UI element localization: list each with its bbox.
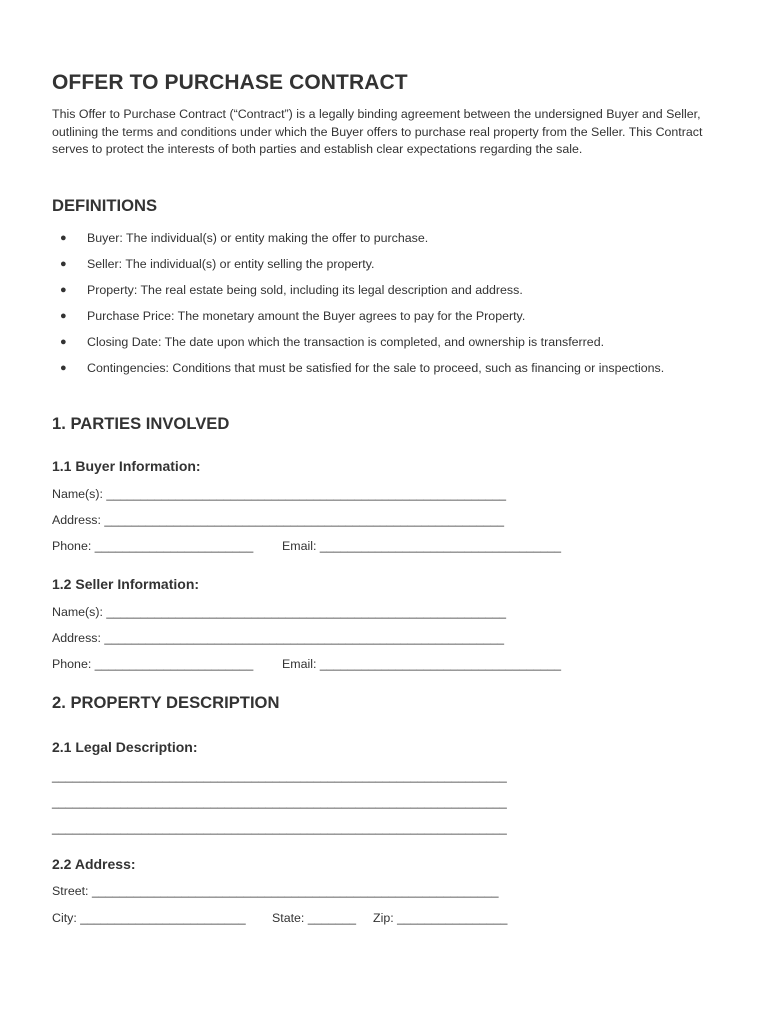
seller-phone-field[interactable]: Phone: _______________________ [52, 657, 254, 671]
definition-text: Seller: The individual(s) or entity selling the property. [87, 257, 375, 271]
document-title: OFFER TO PURCHASE CONTRACT [52, 71, 408, 94]
legal-description-line[interactable]: __________________________________________________________________ [52, 795, 507, 809]
bullet-icon: ● [60, 310, 67, 322]
definitions-heading: DEFINITIONS [52, 196, 158, 215]
bullet-icon: ● [60, 258, 67, 270]
street-field[interactable]: Street: ___________________________________________________________ [52, 884, 499, 898]
buyer-email-field[interactable]: Email: ___________________________________ [282, 539, 562, 553]
definition-text: Property: The real estate being sold, including its legal description and address. [87, 283, 523, 297]
bullet-icon: ● [60, 336, 67, 348]
buyer-names-field[interactable]: Name(s): __________________________________________________________ [52, 487, 507, 501]
legal-description-line[interactable]: __________________________________________________________________ [52, 769, 507, 783]
seller-address-field[interactable]: Address: __________________________________________________________ [52, 631, 505, 645]
legal-description-line[interactable]: __________________________________________________________________ [52, 821, 507, 835]
bullet-icon: ● [60, 232, 67, 244]
intro-paragraph: This Offer to Purchase Contract (“Contract”) is a legally binding agreement between the undersigned Buyer and Seller, outlining the terms and conditions under which the Buyer offers to purchase real property from the Seller. This Contract serves to protect the interests of both parties and establish clear expectations regarding the sale. [52, 107, 703, 157]
definition-text: Purchase Price: The monetary amount the Buyer agrees to pay for the Property. [87, 309, 526, 323]
definition-item [60, 230, 677, 247]
definition-item [60, 308, 677, 325]
address-heading: 2.2 Address: [52, 856, 136, 872]
buyer-phone-field[interactable]: Phone: _______________________ [52, 539, 254, 553]
definition-text: Buyer: The individual(s) or entity making the offer to purchase. [87, 231, 429, 245]
section2-heading: 2. PROPERTY DESCRIPTION [52, 693, 280, 712]
zip-field[interactable]: Zip: ________________ [373, 911, 508, 925]
state-field[interactable]: State: _______ [272, 911, 357, 925]
definition-text: Closing Date: The date upon which the transaction is completed, and ownership is transferred. [87, 335, 605, 349]
bullet-icon: ● [60, 362, 67, 374]
seller-info-heading: 1.2 Seller Information: [52, 576, 200, 592]
definition-item [60, 360, 677, 377]
definition-text: Contingencies: Conditions that must be satisfied for the sale to proceed, such as financing or inspections. [87, 361, 665, 375]
seller-email-field[interactable]: Email: ___________________________________ [282, 657, 562, 671]
buyer-info-heading: 1.1 Buyer Information: [52, 458, 201, 474]
buyer-address-field[interactable]: Address: __________________________________________________________ [52, 513, 505, 527]
bullet-icon: ● [60, 284, 67, 296]
section1-heading: 1. PARTIES INVOLVED [52, 414, 230, 433]
seller-names-field[interactable]: Name(s): __________________________________________________________ [52, 605, 507, 619]
definition-item [60, 256, 677, 273]
city-field[interactable]: City: ________________________ [52, 911, 246, 925]
definition-item [60, 282, 677, 299]
definition-item [60, 334, 677, 351]
legal-description-heading: 2.1 Legal Description: [52, 739, 198, 755]
